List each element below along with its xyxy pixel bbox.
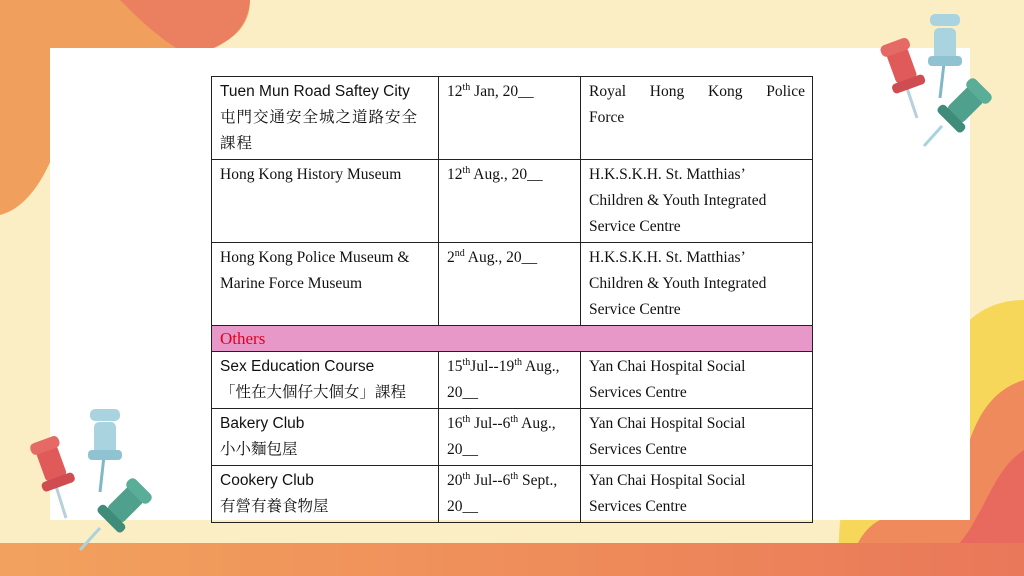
activities-table [211,76,813,523]
activity-name-en: Bakery Club [220,415,305,432]
date-cell: 20th Jul--6th Sept., 20__ [439,466,581,523]
table-row [212,77,813,160]
organizer-line: Yan Chai Hospital Social [589,472,746,489]
activity-name-zh: 「性在大個仔大個女」課程 [220,384,407,401]
pushpin-icon [24,404,154,554]
organizer-cell [581,352,813,409]
organizer-cell [581,77,813,160]
date-cell: 12th Jan, 20__ [439,77,581,160]
date-cell: 2nd Aug., 20__ [439,243,581,326]
organizer-line: Services Centre [589,384,687,401]
activity-name-en: Tuen Mun Road Saftey City [220,83,410,100]
activity-name-zh: 小小麵包屋 [220,441,298,458]
date-cell: 16th Jul--6th Aug., 20__ [439,409,581,466]
activity-cell [212,352,439,409]
organizer-line: Children & Youth Integrated [589,192,767,209]
activity-name: Hong Kong Police Museum & [220,249,410,266]
activity-name: Hong Kong History Museum [220,166,402,183]
activity-name: Marine Force Museum [220,275,363,292]
date-cell: 15thJul--19th Aug., 20__ [439,352,581,409]
organizer-line: Force [589,109,625,126]
table-row [212,352,813,409]
organizer-cell [581,466,813,523]
table-row [212,160,813,243]
table-row [212,409,813,466]
section-header-row [212,326,813,352]
organizer-line: Service Centre [589,218,681,235]
activity-cell [212,243,439,326]
organizer-line: H.K.S.K.H. St. Matthias’ [589,249,746,266]
activity-name-zh: 有營有養食物屋 [220,498,329,515]
activity-cell [212,160,439,243]
organizer-line: Royal Hong Kong Police [589,83,805,100]
activity-name-zh: 屯門交通安全城之道路安全課程 [220,109,419,152]
activity-name-en: Cookery Club [220,472,314,489]
organizer-cell [581,409,813,466]
section-label: Others [212,326,813,352]
activity-cell [212,77,439,160]
organizer-cell [581,243,813,326]
organizer-line: Services Centre [589,498,687,515]
activity-name-en: Sex Education Course [220,358,375,375]
organizer-line: Children & Youth Integrated [589,275,767,292]
organizer-line: Yan Chai Hospital Social [589,415,746,432]
organizer-line: H.K.S.K.H. St. Matthias’ [589,166,746,183]
date-cell: 12th Aug., 20__ [439,160,581,243]
organizer-cell [581,160,813,243]
organizer-line: Service Centre [589,301,681,318]
pushpin-icon [872,8,992,148]
activity-cell [212,466,439,523]
table-row [212,466,813,523]
organizer-line: Services Centre [589,441,687,458]
organizer-line: Yan Chai Hospital Social [589,358,746,375]
activity-cell [212,409,439,466]
table-row [212,243,813,326]
